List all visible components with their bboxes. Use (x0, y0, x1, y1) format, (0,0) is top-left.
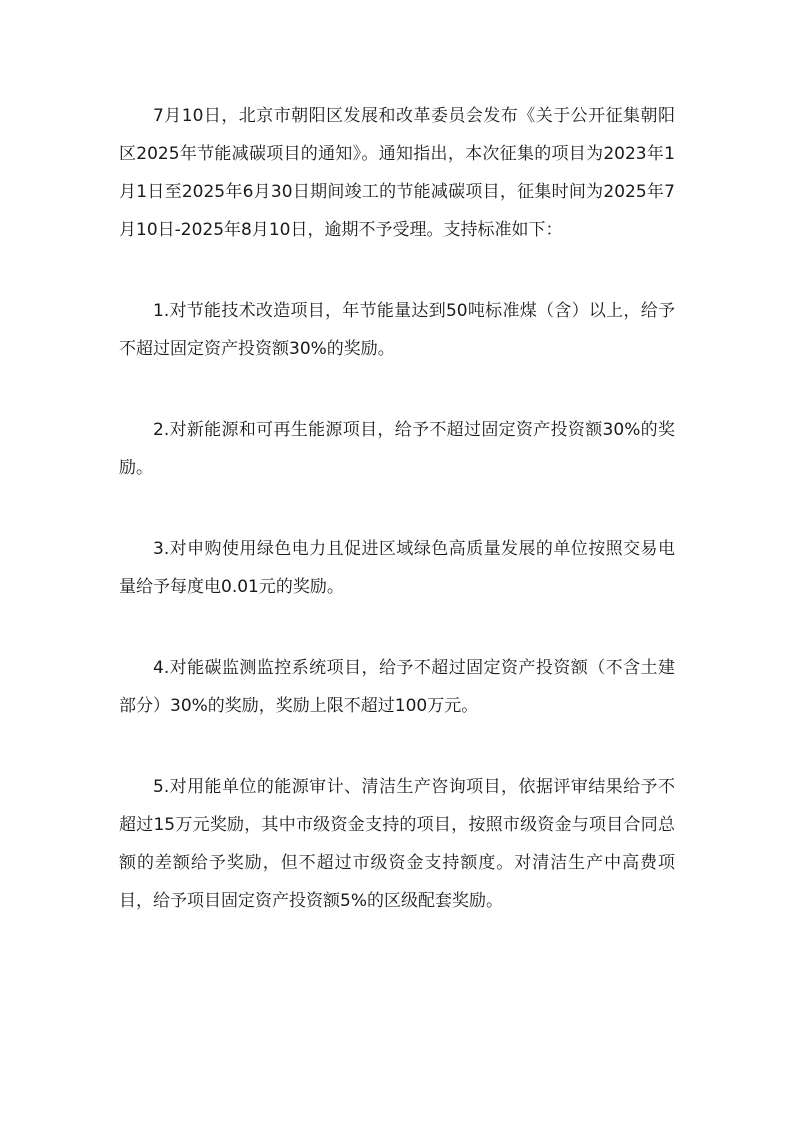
support-item-3: 3.对申购使用绿色电力且促进区域绿色高质量发展的单位按照交易电量给予每度电0.01元的奖励。 (119, 539, 675, 597)
support-item-5: 5.对用能单位的能源审计、清洁生产咨询项目，依据评审结果给予不超过15万元奖励，其中市级资金支持的项目，按照市级资金与项目合同总额的差额给予奖励，但不超过市级资金支持额度。对清洁生产中高费项目，给予项目固定资产投资额5%的区级配套奖励。 (119, 777, 675, 911)
document-page (119, 97, 675, 920)
support-item-1: 1.对节能技术改造项目，年节能量达到50吨标准煤（含）以上，给予不超过固定资产投资额30%的奖励。 (119, 301, 675, 359)
intro-paragraph: 7月10日，北京市朝阳区发展和改革委员会发布《关于公开征集朝阳区2025年节能减碳项目的通知》。通知指出，本次征集的项目为2023年1月1日至2025年6月30日期间竣工的节能减碳项目，征集时间为2025年7月10日-2025年8月10日，逾期不予受理。支持标准如下： (119, 106, 675, 240)
support-item-4: 4.对能碳监测监控系统项目，给予不超过固定资产投资额（不含土建部分）30%的奖励，奖励上限不超过100万元。 (119, 658, 675, 716)
support-item-2: 2.对新能源和可再生能源项目，给予不超过固定资产投资额30%的奖励。 (119, 420, 675, 478)
